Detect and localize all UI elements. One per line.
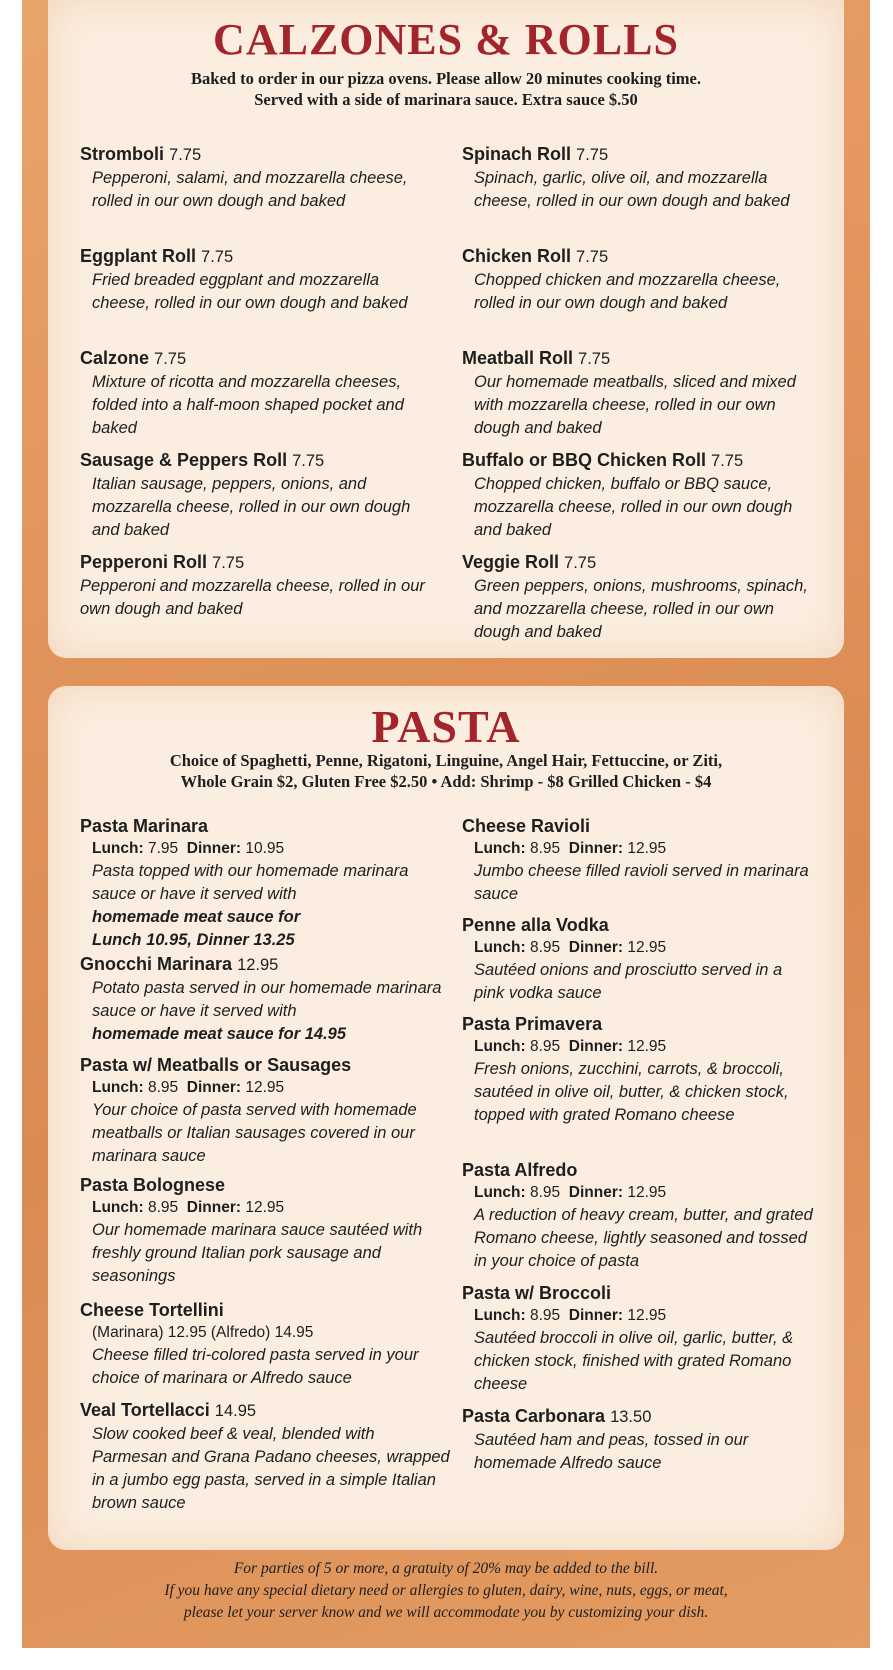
menu-item <box>80 1173 450 1298</box>
item-name: Stromboli <box>80 144 164 164</box>
lunch-label: Lunch: <box>92 840 144 857</box>
item-prices <box>462 1036 817 1058</box>
menu-item <box>80 142 440 244</box>
item-description: Spinach, garlic, olive oil, and mozzarella cheese, rolled in our own dough and baked <box>474 169 790 210</box>
menu-item <box>462 1158 817 1281</box>
item-name: Sausage & Peppers Roll <box>80 450 288 470</box>
lunch-price: 8.95 <box>529 1307 561 1324</box>
calzones-subtitle-line1: Baked to order in our pizza ovens. Please allow 20 minutes cooking time. <box>191 69 701 88</box>
menu-item <box>462 1404 817 1475</box>
menu-item <box>80 1398 450 1515</box>
menu-item <box>80 952 450 1053</box>
pasta-panel <box>48 686 844 1550</box>
menu-item <box>462 550 812 644</box>
menu-page <box>22 0 870 1648</box>
item-description: Chopped chicken and mozzarella cheese, rolled in our own dough and baked <box>474 271 781 312</box>
item-description: Our homemade meatballs, sliced and mixed with mozzarella cheese, rolled in our own dough and baked <box>474 373 796 437</box>
calzones-right-column <box>462 142 812 644</box>
item-price: 13.50 <box>610 1408 652 1426</box>
item-description: Our homemade marinara sauce sautéed with freshly ground Italian pork sausage and seasonings <box>92 1221 423 1285</box>
pasta-title: PASTA <box>371 701 521 752</box>
menu-item <box>80 346 440 448</box>
item-name: Calzone <box>80 348 150 368</box>
pasta-right-column <box>462 814 817 1475</box>
lunch-label: Lunch: <box>474 1184 526 1201</box>
dinner-label: Dinner: <box>568 840 624 857</box>
item-name: Eggplant Roll <box>80 246 196 266</box>
lunch-label: Lunch: <box>474 840 526 857</box>
footer-dietary-note: If you have any special dietary need or allergies to gluten, dairy, wine, nuts, eggs, or meat, <box>164 1582 728 1599</box>
item-name: Pasta Carbonara <box>462 1406 606 1426</box>
menu-item <box>462 346 812 448</box>
item-name: Pasta Marinara <box>80 816 209 836</box>
menu-item <box>80 814 450 952</box>
dinner-label: Dinner: <box>568 1307 624 1324</box>
item-price: 7.75 <box>576 146 609 164</box>
item-description: Slow cooked beef & veal, blended with Parmesan and Grana Padano cheeses, wrapped in a jumbo egg pasta, served in a simple Italian brown sauce <box>92 1425 450 1512</box>
item-price: 7.75 <box>292 452 325 470</box>
item-description: Cheese filled tri-colored pasta served in your choice of marinara or Alfredo sauce <box>92 1346 419 1387</box>
item-name: Penne alla Vodka <box>462 915 609 935</box>
dinner-price: 12.95 <box>627 1184 667 1201</box>
pasta-subtitle-line1: Choice of Spaghetti, Penne, Rigatoni, Linguine, Angel Hair, Fettuccine, or Ziti, <box>169 751 723 770</box>
item-description: A reduction of heavy cream, butter, and grated Romano cheese, lightly seasoned and tossed in your choice of pasta <box>474 1206 813 1270</box>
item-name: Cheese Ravioli <box>462 816 591 836</box>
item-description: Mixture of ricotta and mozzarella cheeses, folded into a half-moon shaped pocket and baked <box>92 373 404 437</box>
lunch-label: Lunch: <box>474 1307 526 1324</box>
menu-item <box>80 448 440 550</box>
dinner-label: Dinner: <box>568 1038 624 1055</box>
item-price: 14.95 <box>214 1402 257 1420</box>
item-description: Pasta topped with our homemade marinara sauce or have it served with <box>92 862 409 903</box>
dinner-price: 12.95 <box>627 1038 667 1055</box>
menu-item <box>462 142 812 244</box>
pasta-subtitle <box>48 750 844 792</box>
dinner-price: 12.95 <box>627 1307 667 1324</box>
lunch-price: 8.95 <box>529 939 561 956</box>
lunch-label: Lunch: <box>92 1079 144 1096</box>
menu-item <box>462 814 817 913</box>
item-name: Cheese Tortellini <box>80 1300 224 1320</box>
item-price: 7.75 <box>154 350 187 368</box>
item-name: Veggie Roll <box>462 552 560 572</box>
lunch-label: Lunch: <box>92 1199 144 1216</box>
calzones-subtitle-line2: Served with a side of marinara sauce. Extra sauce $.50 <box>254 90 638 109</box>
dinner-label: Dinner: <box>186 840 242 857</box>
item-description: Sautéed broccoli in olive oil, garlic, butter, & chicken stock, finished with grated Romano cheese <box>474 1329 794 1393</box>
menu-item <box>80 1053 450 1173</box>
calzones-panel <box>48 0 844 658</box>
item-price: 7.75 <box>169 146 202 164</box>
calzones-subtitle <box>48 68 844 110</box>
item-name: Veal Tortellacci <box>80 1400 210 1420</box>
item-name: Pasta Bolognese <box>80 1175 226 1195</box>
item-description: Green peppers, onions, mushrooms, spinach, and mozzarella cheese, rolled in our own dough and baked <box>474 577 808 641</box>
item-name: Meatball Roll <box>462 348 574 368</box>
item-prices <box>80 1077 450 1099</box>
item-description: Pepperoni and mozzarella cheese, rolled in our own dough and baked <box>80 577 425 618</box>
item-name: Pepperoni Roll <box>80 552 208 572</box>
menu-item <box>462 244 812 346</box>
item-price: 7.75 <box>578 350 611 368</box>
item-description: Italian sausage, peppers, onions, and mozzarella cheese, rolled in our own dough and baked <box>92 475 411 539</box>
dinner-label: Dinner: <box>186 1199 242 1216</box>
lunch-label: Lunch: <box>474 1038 526 1055</box>
lunch-price: 8.95 <box>147 1079 179 1096</box>
item-name: Spinach Roll <box>462 144 572 164</box>
menu-item <box>462 913 817 1012</box>
item-price: 12.95 <box>237 956 279 974</box>
lunch-price: 8.95 <box>147 1199 179 1216</box>
item-note: Lunch 10.95, Dinner 13.25 <box>92 931 295 949</box>
item-prices <box>462 1305 817 1327</box>
item-description: Pepperoni, salami, and mozzarella cheese, rolled in our own dough and baked <box>92 169 408 210</box>
item-name: Pasta Primavera <box>462 1014 603 1034</box>
menu-item <box>80 1298 450 1398</box>
item-name: Pasta w/ Meatballs or Sausages <box>80 1055 352 1075</box>
item-description: Sautéed onions and prosciutto served in a pink vodka sauce <box>474 961 783 1002</box>
item-name: Pasta Alfredo <box>462 1160 578 1180</box>
pasta-left-column <box>80 814 450 1515</box>
item-description: Potato pasta served in our homemade marinara sauce or have it served with <box>92 979 442 1020</box>
footer-gratuity-note: For parties of 5 or more, a gratuity of 20% may be added to the bill. <box>233 1560 659 1577</box>
dinner-price: 12.95 <box>627 939 667 956</box>
item-description: Fried breaded eggplant and mozzarella cheese, rolled in our own dough and baked <box>92 271 408 312</box>
item-price: 7.75 <box>201 248 234 266</box>
footer-notes <box>62 1558 830 1624</box>
item-description: Sautéed ham and peas, tossed in our homemade Alfredo sauce <box>474 1431 749 1472</box>
dinner-price: 12.95 <box>245 1079 285 1096</box>
menu-item <box>80 550 440 621</box>
item-name: Buffalo or BBQ Chicken Roll <box>462 450 707 470</box>
lunch-price: 7.95 <box>147 840 179 857</box>
menu-item <box>80 244 440 346</box>
item-price: 7.75 <box>711 452 744 470</box>
item-prices <box>462 937 817 959</box>
lunch-price: 8.95 <box>529 1184 561 1201</box>
lunch-label: Lunch: <box>474 939 526 956</box>
dinner-label: Dinner: <box>186 1079 242 1096</box>
item-note: homemade meat sauce for <box>92 908 301 926</box>
dinner-label: Dinner: <box>568 939 624 956</box>
item-description: Jumbo cheese filled ravioli served in marinara sauce <box>474 862 809 903</box>
menu-item <box>462 1281 817 1404</box>
item-description: Chopped chicken, buffalo or BBQ sauce, mozzarella cheese, rolled in our own dough and baked <box>474 475 793 539</box>
item-price: 7.75 <box>576 248 609 266</box>
dinner-label: Dinner: <box>568 1184 624 1201</box>
item-note: homemade meat sauce for 14.95 <box>92 1025 347 1043</box>
item-prices <box>80 838 450 860</box>
menu-item <box>462 448 812 550</box>
calzones-title: CALZONES & ROLLS <box>213 15 679 64</box>
item-price: 7.75 <box>564 554 597 572</box>
dinner-price: 12.95 <box>245 1199 285 1216</box>
pasta-subtitle-line2: Whole Grain $2, Gluten Free $2.50 • Add: Shrimp - $8 Grilled Chicken - $4 <box>180 772 712 791</box>
item-description: Your choice of pasta served with homemade meatballs or Italian sausages covered in our marinara sauce <box>92 1101 417 1165</box>
menu-item <box>462 1012 817 1158</box>
lunch-price: 8.95 <box>529 840 561 857</box>
item-prices <box>462 1182 817 1204</box>
item-prices <box>80 1197 450 1219</box>
item-name: Pasta w/ Broccoli <box>462 1283 612 1303</box>
dinner-price: 10.95 <box>245 840 285 857</box>
item-name: Chicken Roll <box>462 246 572 266</box>
footer-dietary-note-cont: please let your server know and we will accommodate you by customizing your dish. <box>183 1604 709 1621</box>
lunch-price: 8.95 <box>529 1038 561 1055</box>
item-name: Gnocchi Marinara <box>80 954 233 974</box>
dinner-price: 12.95 <box>627 840 667 857</box>
item-sizes: (Marinara) 12.95 (Alfredo) 14.95 <box>92 1324 314 1341</box>
item-price: 7.75 <box>212 554 245 572</box>
item-prices <box>462 838 817 860</box>
item-description: Fresh onions, zucchini, carrots, & broccoli, sautéed in olive oil, butter, & chicken stock, topped with grated Romano cheese <box>474 1060 789 1124</box>
calzones-left-column <box>80 142 440 621</box>
